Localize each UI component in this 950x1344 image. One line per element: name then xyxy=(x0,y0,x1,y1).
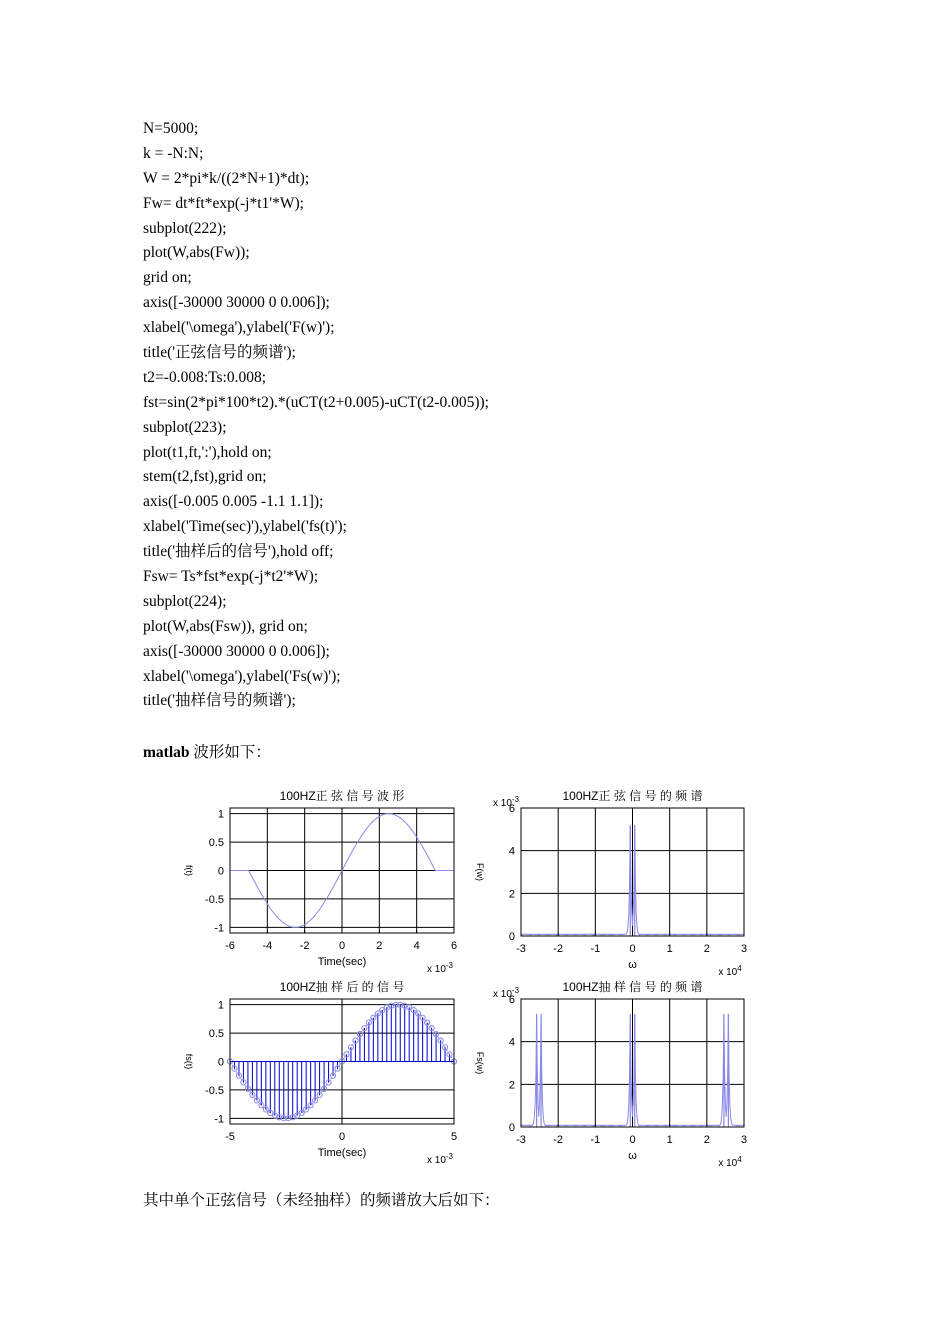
y-tick-label: 1 xyxy=(217,999,224,1012)
code-line: fst=sin(2*pi*100*t2).*(uCT(t2+0.005)-uCT(t2-0.005)); xyxy=(143,393,489,411)
y-tick-label: 0 xyxy=(217,1056,224,1069)
heading-bold: matlab xyxy=(143,744,190,761)
x-axis-label: ω xyxy=(628,959,637,971)
x-tick-label: 1 xyxy=(666,943,673,955)
y-tick-label: 0 xyxy=(217,865,224,878)
x-tick-label: -3 xyxy=(516,943,526,955)
code-line: axis([-0.005 0.005 -1.1 1.1]); xyxy=(143,493,324,511)
y-tick-label: 6 xyxy=(508,803,515,815)
subplot-2 xyxy=(475,808,744,936)
code-line: title('抽样后的信号'),hold off; xyxy=(143,543,334,561)
x-tick-label: 1 xyxy=(666,1134,673,1146)
x-tick-label: -3 xyxy=(516,1134,526,1146)
subplot-4 xyxy=(475,999,744,1127)
y-tick-label: 0.5 xyxy=(208,1028,224,1041)
x-multiplier: x $10^4$ xyxy=(718,964,742,978)
code-line: stem(t2,fst),grid on; xyxy=(143,468,267,486)
x-tick-label: 2 xyxy=(376,940,383,952)
code-line: subplot(222); xyxy=(143,219,227,237)
y-tick-label: 2 xyxy=(508,888,515,901)
x-tick-label: 0 xyxy=(629,1134,636,1146)
y-tick-label: -0.5 xyxy=(205,1084,224,1097)
y-axis-label: Fs(w) xyxy=(475,1051,485,1075)
y-tick-label: -1 xyxy=(214,922,224,935)
y-tick-label: 0 xyxy=(508,931,515,943)
code-line: Fsw= Ts*fst*exp(-j*t2'*W); xyxy=(143,568,319,586)
subplot-title: 100HZ正 弦 信 号 的 频 谱 xyxy=(562,789,703,803)
x-tick-label: 2 xyxy=(703,943,710,955)
y-tick-label: 4 xyxy=(508,1036,515,1049)
subplot-1 xyxy=(184,808,454,933)
x-axis-label: ω xyxy=(628,1150,637,1162)
x-tick-label: -6 xyxy=(225,940,235,952)
y-tick-label: 1 xyxy=(217,808,224,821)
subplot-title: 100HZ抽 样 信 号 的 频 谱 xyxy=(562,980,703,994)
x-tick-label: 0 xyxy=(629,943,636,955)
code-line: xlabel('\omega'),ylabel('F(w)'); xyxy=(143,319,335,337)
code-line: subplot(223); xyxy=(143,418,227,436)
x-multiplier: x $10^{-3}$ xyxy=(426,961,454,975)
section-heading xyxy=(143,740,271,762)
matlab-figure xyxy=(170,780,770,1180)
code-line: title('正弦信号的频谱'); xyxy=(143,344,296,362)
code-line: N=5000; xyxy=(143,120,199,137)
x-axis-label: Time(sec) xyxy=(317,956,367,968)
x-tick-label: -1 xyxy=(590,943,601,955)
footer-paragraph: 其中单个正弦信号（未经抽样）的频谱放大后如下： xyxy=(143,1192,500,1209)
y-axis-label: F(w) xyxy=(475,863,485,881)
code-line: axis([-30000 30000 0 0.006]); xyxy=(143,294,330,312)
y-tick-label: -0.5 xyxy=(205,893,224,906)
y-axis-label: f(t) xyxy=(184,865,194,876)
y-axis-label: fs(t) xyxy=(184,1053,194,1070)
x-tick-label: 2 xyxy=(703,1134,710,1146)
code-line: t2=-0.008:Ts:0.008; xyxy=(143,368,267,386)
x-tick-label: -5 xyxy=(225,1131,235,1143)
x-tick-label: 6 xyxy=(450,940,458,952)
x-tick-label: 3 xyxy=(740,943,748,955)
code-line: grid on; xyxy=(143,269,192,287)
code-line: k = -N:N; xyxy=(143,144,204,162)
code-line: W = 2*pi*k/((2*N+1)*dt); xyxy=(143,169,310,187)
subplot-title: 100HZ正 弦 信 号 波 形 xyxy=(279,789,405,803)
code-line: title('抽样信号的频谱'); xyxy=(143,692,296,710)
heading-rest: 波形如下： xyxy=(189,744,271,761)
x-tick-label: 5 xyxy=(450,1131,458,1143)
x-tick-label: -2 xyxy=(553,1134,564,1146)
subplot-3 xyxy=(184,999,457,1124)
x-tick-label: 4 xyxy=(413,940,420,952)
x-tick-label: -1 xyxy=(590,1134,601,1146)
x-tick-label: -4 xyxy=(262,940,273,952)
y-tick-label: 4 xyxy=(508,845,515,858)
y-tick-label: 2 xyxy=(508,1079,515,1092)
code-line: subplot(224); xyxy=(143,592,227,610)
code-line: plot(t1,ft,':'),hold on; xyxy=(143,443,272,461)
y-multiplier: x $10^{-3}$ xyxy=(493,986,520,1000)
y-tick-label: 0 xyxy=(508,1122,515,1134)
y-tick-label: -1 xyxy=(214,1113,224,1126)
subplot-title: 100HZ抽 样 后 的 信 号 xyxy=(279,980,405,994)
x-tick-label: 0 xyxy=(338,940,346,952)
x-tick-label: -2 xyxy=(299,940,310,952)
x-tick-label: -2 xyxy=(553,943,564,955)
x-multiplier: x $10^{-3}$ xyxy=(426,1152,454,1166)
y-tick-label: 6 xyxy=(508,994,515,1006)
y-multiplier: x $10^{-3}$ xyxy=(493,795,520,809)
x-tick-label: 0 xyxy=(338,1131,346,1143)
code-line: plot(W,abs(Fw)); xyxy=(143,244,250,262)
x-axis-label: Time(sec) xyxy=(317,1147,367,1159)
x-multiplier: x $10^4$ xyxy=(718,1155,742,1169)
x-tick-label: 3 xyxy=(740,1134,748,1146)
code-line: xlabel('Time(sec)'),ylabel('fs(t)'); xyxy=(143,518,347,536)
code-line: plot(W,abs(Fsw)), grid on; xyxy=(143,617,308,635)
matlab-code-block xyxy=(143,117,489,714)
code-line: Fw= dt*ft*exp(-j*t1'*W); xyxy=(143,194,304,212)
code-line: xlabel('\omega'),ylabel('Fs(w)'); xyxy=(143,667,341,685)
y-tick-label: 0.5 xyxy=(208,837,224,850)
code-line: axis([-30000 30000 0 0.006]); xyxy=(143,642,330,660)
